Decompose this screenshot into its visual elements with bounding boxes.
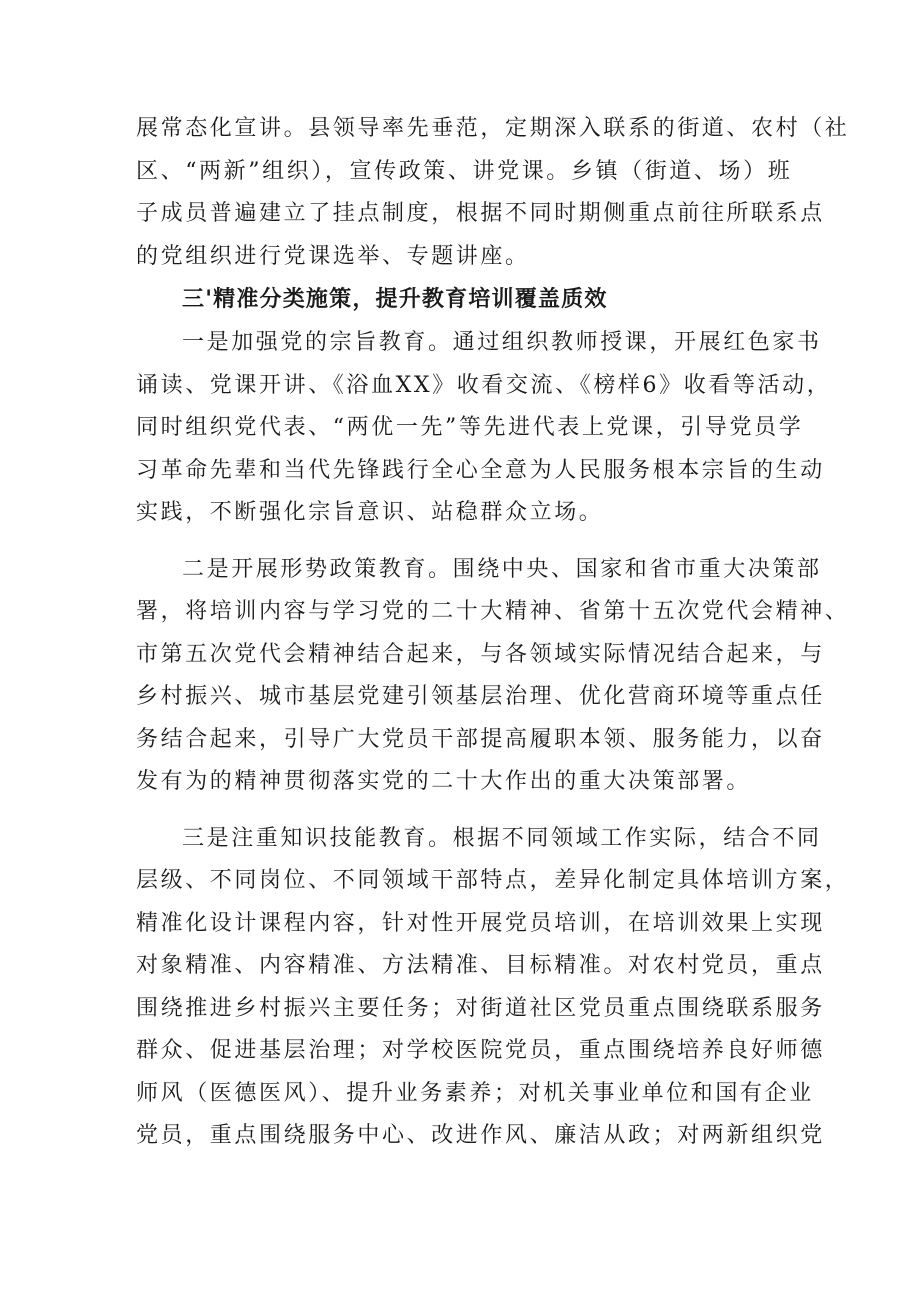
text-line: 三是注重知识技能教育。根据不同领域工作实际，结合不同 (182, 825, 822, 851)
text-line: 师风（医德医风）、提升业务素养；对机关事业单位和国有企业 (136, 1080, 814, 1106)
text-line: 乡村振兴、城市基层党建引领基层治理、优化营商环境等重点任 (136, 684, 825, 709)
text-line: 一是加强党的宗旨教育。通过组织教师授课，开展红色家书 (182, 330, 822, 355)
paragraph-gap (136, 804, 800, 818)
text-line: 二是开展形势政策教育。围绕中央、国家和省市重大决策部 (182, 556, 822, 582)
text-line: 习革命先辈和当代先锋践行全心全意为人民服务根本宗旨的生动 (136, 457, 825, 483)
text-line: 层级、不同岗位、不同领域干部特点，差异化制定具体培训方案， (136, 868, 850, 893)
text-line: 围绕推进乡村振兴主要任务；对街道社区党员重点围绕联系服务 (136, 995, 825, 1021)
text-line: 展常态化宣讲。县领导率先垂范，定期深入联系的街道、农村（社 (136, 116, 850, 141)
paragraph-continuation (136, 108, 850, 278)
text-line: 发有为的精神贯彻落实党的二十大作出的重大决策部署。 (136, 769, 752, 794)
text-line: 精准化设计课程内容，针对性开展党员培训，在培训效果上实现 (136, 910, 825, 936)
text-line: 区、“两新”组织），宣传政策、讲党课。乡镇（街道、场）班 (136, 158, 793, 184)
section-heading-text: 三'精准分类施策，提升教育培训覆盖质效 (182, 287, 608, 312)
section-heading (136, 278, 800, 322)
text-line: 实践，不断强化宗旨意识、站稳群众立场。 (136, 500, 604, 525)
text-line: 市第五次党代会精神结合起来，与各领域实际情况结合起来，与 (136, 641, 825, 667)
text-line: 诵读、党课开讲、《浴血XX》收看交流、《榜样6》收看等活动， (136, 372, 832, 398)
text-line: 的党组织进行党课选举、专题讲座。 (136, 243, 530, 269)
text-line: 署，将培训内容与学习党的二十大精神、省第十五次党代会精神、 (136, 599, 850, 624)
paragraph-gap (136, 535, 800, 549)
paragraph-skills-education (136, 818, 850, 1158)
text-line: 党员，重点围绕服务中心、改进作风、廉洁从政；对两新组织党 (136, 1123, 825, 1148)
text-line: 群众、促进基层治理；对学校医院党员，重点围绕培养良好师德 (136, 1038, 825, 1063)
text-line: 对象精准、内容精准、方法精准、目标精准。对农村党员，重点 (136, 953, 825, 978)
text-line: 子成员普遍建立了挂点制度，根据不同时期侧重点前往所联系点 (136, 201, 825, 226)
paragraph-purpose-education (136, 322, 832, 535)
text-line: 同时组织党代表、“两优一先”等先进代表上党课，引导党员学 (136, 415, 804, 440)
paragraph-policy-education (136, 549, 850, 804)
text-line: 务结合起来，引导广大党员干部提高履职本领、服务能力，以奋 (136, 726, 825, 752)
